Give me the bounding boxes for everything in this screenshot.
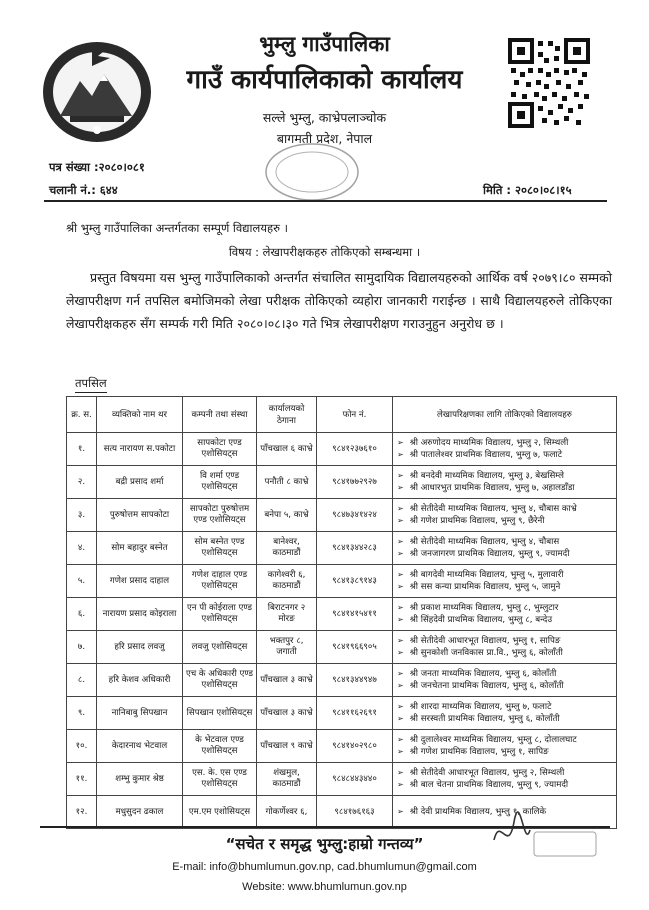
footer-email: E-mail: info@bhumlumun.gov.np, cad.bhumlumun@gmail.com bbox=[172, 861, 477, 873]
school-item: ➢ श्री जनचेतना प्राथमिक विद्यालय, भुम्लु ६, कोलाँती bbox=[397, 680, 614, 692]
cell-schools bbox=[393, 697, 617, 730]
cell-phone: ९८४१३४४२८३ bbox=[317, 532, 393, 565]
cell-company: एच के अधिकारी एण्ड एशोसियट्स bbox=[183, 664, 257, 697]
header-sn: क्र. स. bbox=[67, 397, 97, 433]
auditor-table bbox=[66, 396, 617, 829]
school-item: ➢ श्री सेतीदेवी माध्यमिक विद्यालय, भुम्लु ४, चौबास काभ्रे bbox=[397, 503, 614, 515]
footer-website: Website: www.bhumlumun.gov.np bbox=[242, 881, 407, 893]
cell-name: मधुसुदन ढकाल bbox=[97, 796, 183, 829]
cell-sn: २. bbox=[67, 466, 97, 499]
cell-name: पुरुषोत्तम सापकोटा bbox=[97, 499, 183, 532]
table-row bbox=[67, 466, 617, 499]
cell-sn: ३. bbox=[67, 499, 97, 532]
cell-company: एम.एम एशोसियट्स bbox=[183, 796, 257, 829]
cell-schools bbox=[393, 565, 617, 598]
cell-name: बद्री प्रसाद शर्मा bbox=[97, 466, 183, 499]
cell-name: केदारनाथ भेटवाल bbox=[97, 730, 183, 763]
school-item: ➢ श्री प्रकाश माध्यमिक विद्यालय, भुम्लु ८, भुम्लुटार bbox=[397, 602, 614, 614]
school-item: ➢ श्री आधारभुत प्राथमिक विद्यालय, भुम्लु ७, अहालडाँडा bbox=[397, 482, 614, 494]
cell-phone: ९८४१२३७६१० bbox=[317, 433, 393, 466]
school-item: ➢ श्री सेतीदेवी माध्यमिक विद्यालय, भुम्लु ४, चौबास bbox=[397, 536, 614, 548]
school-item: ➢ श्री सुनकोशी जनविकास प्रा.वि., भुम्लु ६, कोलाँती bbox=[397, 647, 614, 659]
table-body bbox=[67, 433, 617, 829]
table-row bbox=[67, 763, 617, 796]
school-item: ➢ श्री बागदेवी माध्यमिक विद्यालय, भुम्लु ५, मुलावारी bbox=[397, 569, 614, 581]
cell-office: पाँचखाल ६ काभ्रे bbox=[257, 433, 317, 466]
schedule-heading: तपसिल bbox=[75, 376, 107, 393]
cell-office: भक्तपुर ८, जगाती bbox=[257, 631, 317, 664]
school-item: ➢ श्री सेतीदेवी आधारभूत विद्यालय, भुम्लु २, सिम्थली bbox=[397, 767, 614, 779]
cell-sn: १. bbox=[67, 433, 97, 466]
addressee: श्री भुम्लु गाउँपालिका अन्तर्गतका सम्पूर्ण विद्यालयहरु । bbox=[66, 221, 288, 235]
cell-office: बनेपा ५, काभ्रे bbox=[257, 499, 317, 532]
letter-body: प्रस्तुत विषयमा यस भुम्लु गाउँपालिकाको अन्तर्गत संचालित सामुदायिक विद्यालयहरुको आर्थिक वर्ष २०७९।८० सम्मको लेखापरीक्षण गर्न तपसिल बमोजिमको लेखा परीक्षक तोकिएको व्यहोरा जानकारी गराईन्छ । साथै विद्यालयहरुले तोकिएका लेखापरीक्षकहरु सँग सम्पर्क गरी मिति २०८०।०८।३० गते भित्र लेखापरीक्षण गराउनुहुन अनुरोध छ । bbox=[66, 270, 612, 331]
cell-company: लवजु एशोसियट्स bbox=[183, 631, 257, 664]
cell-name: सोम बहादुर बस्नेत bbox=[97, 532, 183, 565]
school-item: ➢ श्री देवी प्राथमिक विद्यालय, भुम्लु १, कालिके bbox=[397, 806, 614, 818]
school-item: ➢ श्री दुलालेश्वर माध्यमिक विद्यालय, भुम्लु ८, दोलालघाट bbox=[397, 734, 614, 746]
cell-phone: ९८४१७७२९२७ bbox=[317, 466, 393, 499]
cell-name: गणेश प्रसाद दाहाल bbox=[97, 565, 183, 598]
header-company: कम्पनी तथा संस्था bbox=[183, 397, 257, 433]
school-item: ➢ श्री बाल चेतना प्राथमिक विद्यालय, भुम्लु ९, ज्यामदी bbox=[397, 779, 614, 791]
cell-office: शंखमुल, काठमाडौं bbox=[257, 763, 317, 796]
dispatch-number: चलानी नं.: ६४४ bbox=[49, 183, 118, 197]
cell-sn: ५. bbox=[67, 565, 97, 598]
table-row bbox=[67, 598, 617, 631]
cell-name: शम्भु कुमार श्रेष्ठ bbox=[97, 763, 183, 796]
office-title: गाउँ कार्यपालिकाको कार्यालय bbox=[186, 65, 463, 95]
office-stamp-icon bbox=[262, 132, 372, 202]
cell-schools bbox=[393, 631, 617, 664]
table-row bbox=[67, 499, 617, 532]
subject-line: विषय : लेखापरीक्षकहरु तोकिएको सम्बन्धमा । bbox=[228, 245, 421, 259]
cell-sn: ८. bbox=[67, 664, 97, 697]
cell-office: गोकर्णेश्वर ६, bbox=[257, 796, 317, 829]
cell-schools bbox=[393, 466, 617, 499]
school-item: ➢ श्री जनजागरण प्राथमिक विद्यालय, भुम्लु ९, ज्यामदी bbox=[397, 548, 614, 560]
municipality-title: भुम्लु गाउँपालिका bbox=[259, 32, 390, 56]
footer-slogan: “सचेत र समृद्ध भुम्लु:हाम्रो गन्तव्य” bbox=[225, 835, 424, 853]
school-item: ➢ श्री गणेश प्राथमिक विद्यालय, भुम्लु १, सापिङ bbox=[397, 746, 614, 758]
cell-sn: ९. bbox=[67, 697, 97, 730]
cell-schools bbox=[393, 433, 617, 466]
cell-sn: ७. bbox=[67, 631, 97, 664]
cell-schools bbox=[393, 664, 617, 697]
cell-name: हरि प्रसाद लवजु bbox=[97, 631, 183, 664]
cell-office: बानेश्वर, काठमाडौं bbox=[257, 532, 317, 565]
table-row bbox=[67, 433, 617, 466]
header-name: व्यक्तिको नाम थर bbox=[97, 397, 183, 433]
cell-company: एन पी कोईराला एण्ड एशोसियट्स bbox=[183, 598, 257, 631]
office-province: बागमती प्रदेश, नेपाल bbox=[276, 131, 373, 146]
cell-sn: १२. bbox=[67, 796, 97, 829]
table-row bbox=[67, 697, 617, 730]
table-row bbox=[67, 565, 617, 598]
table-row bbox=[67, 664, 617, 697]
school-item: ➢ श्री सरस्वती प्राथमिक विद्यालय, भुम्लु ६, कोलाँती bbox=[397, 713, 614, 725]
cell-company: सापकोटा पुरुषोत्तम एण्ड एशोसियट्स bbox=[183, 499, 257, 532]
cell-office: बिराटनगर २ मोरङ bbox=[257, 598, 317, 631]
cell-company: वि शर्मा एण्ड एशोसियट्स bbox=[183, 466, 257, 499]
table-row bbox=[67, 730, 617, 763]
cell-schools bbox=[393, 598, 617, 631]
cell-sn: ४. bbox=[67, 532, 97, 565]
cell-company: सापकोटा एण्ड एशोसियट्स bbox=[183, 433, 257, 466]
cell-schools bbox=[393, 532, 617, 565]
cell-schools bbox=[393, 763, 617, 796]
cell-name: नारायण प्रसाद कोइराला bbox=[97, 598, 183, 631]
school-item: ➢ श्री पातालेश्वर प्राथमिक विद्यालय, भुम्लु ७, फलाटे bbox=[397, 449, 614, 461]
footer-divider bbox=[40, 826, 610, 828]
school-item: ➢ श्री सिंहदेवी प्राथमिक विद्यालय, भुम्लु ८, बन्देउ bbox=[397, 614, 614, 626]
cell-phone: ९८४८४४३४४० bbox=[317, 763, 393, 796]
school-item: ➢ श्री बनदेवी माध्यमिक विद्यालय, भुम्लु ३, बेखसिम्ले bbox=[397, 470, 614, 482]
cell-company: गणेश दाहाल एण्ड एशोसियट्स bbox=[183, 565, 257, 598]
office-address: सल्ले भुम्लु, काभ्रेपलाञ्चोक bbox=[262, 110, 387, 125]
header-office: कार्यालयको ठेगाना bbox=[257, 397, 317, 433]
cell-phone: ९८४१३४४९४७ bbox=[317, 664, 393, 697]
cell-sn: ११. bbox=[67, 763, 97, 796]
letter-reference-number: पत्र संख्या :२०८०।०८१ bbox=[49, 160, 145, 174]
cell-schools bbox=[393, 730, 617, 763]
letter-date: मिति : २०८०।०८।१५ bbox=[483, 183, 572, 197]
cell-company: सिपखान एशोसियट्स bbox=[183, 697, 257, 730]
table-row bbox=[67, 631, 617, 664]
school-item: ➢ श्री जनता माध्यमिक विद्यालय, भुम्लु ६, कोलाँती bbox=[397, 668, 614, 680]
cell-name: हरि केशव अधिकारी bbox=[97, 664, 183, 697]
cell-company: के भेटवाल एण्ड एशोसियट्स bbox=[183, 730, 257, 763]
cell-phone: ९८४१७६१६३ bbox=[317, 796, 393, 829]
header-phone: फोन नं. bbox=[317, 397, 393, 433]
cell-name: सत्य नारायण स.पकोटा bbox=[97, 433, 183, 466]
cell-phone: ९८४११६२६९१ bbox=[317, 697, 393, 730]
cell-office: पनौती ८ काभ्रे bbox=[257, 466, 317, 499]
school-item: ➢ श्री सस कन्या प्राथमिक विद्यालय, भुम्लु ५, जामुने bbox=[397, 581, 614, 593]
school-item: ➢ श्री गणेश प्राथमिक विद्यालय, भुम्लु ९, छैरेनी bbox=[397, 515, 614, 527]
cell-schools bbox=[393, 499, 617, 532]
cell-company: सोम बस्नेत एण्ड एशोसियट्स bbox=[183, 532, 257, 565]
cell-office: कागेश्वरी ६, काठमाडौं bbox=[257, 565, 317, 598]
header-divider bbox=[44, 200, 607, 202]
cell-phone: ९८४७३४१४२४ bbox=[317, 499, 393, 532]
cell-phone: ९८४१३८९१४३ bbox=[317, 565, 393, 598]
table-row bbox=[67, 532, 617, 565]
school-item: ➢ श्री सेतीदेवी आधारभूत विद्यालय, भुम्लु १, सापिङ bbox=[397, 635, 614, 647]
cell-office: पाँचखाल ९ काभ्रे bbox=[257, 730, 317, 763]
school-item: ➢ श्री शारदा माध्यमिक विद्यालय, भुम्लु ७, फलाटे bbox=[397, 701, 614, 713]
header-schools: लेखापरिक्षणका लागि तोकिएको विद्यालयहरु bbox=[393, 397, 617, 433]
cell-sn: ६. bbox=[67, 598, 97, 631]
cell-phone: ९८४१४१५४११ bbox=[317, 598, 393, 631]
cell-sn: १०. bbox=[67, 730, 97, 763]
cell-phone: ९८४१४०२९८० bbox=[317, 730, 393, 763]
cell-phone: ९८४१९६६९०५ bbox=[317, 631, 393, 664]
table-header-row bbox=[67, 397, 617, 433]
cell-office: पाँचखाल ३ काभ्रे bbox=[257, 664, 317, 697]
school-item: ➢ श्री अरुणोदय माध्यमिक विद्यालय, भुम्लु २, सिम्थली bbox=[397, 437, 614, 449]
cell-company: एस. के. एस एण्ड एशोसियट्स bbox=[183, 763, 257, 796]
cell-name: नानिबाबु सिपखान bbox=[97, 697, 183, 730]
cell-office: पाँचखाल ३ काभ्रे bbox=[257, 697, 317, 730]
